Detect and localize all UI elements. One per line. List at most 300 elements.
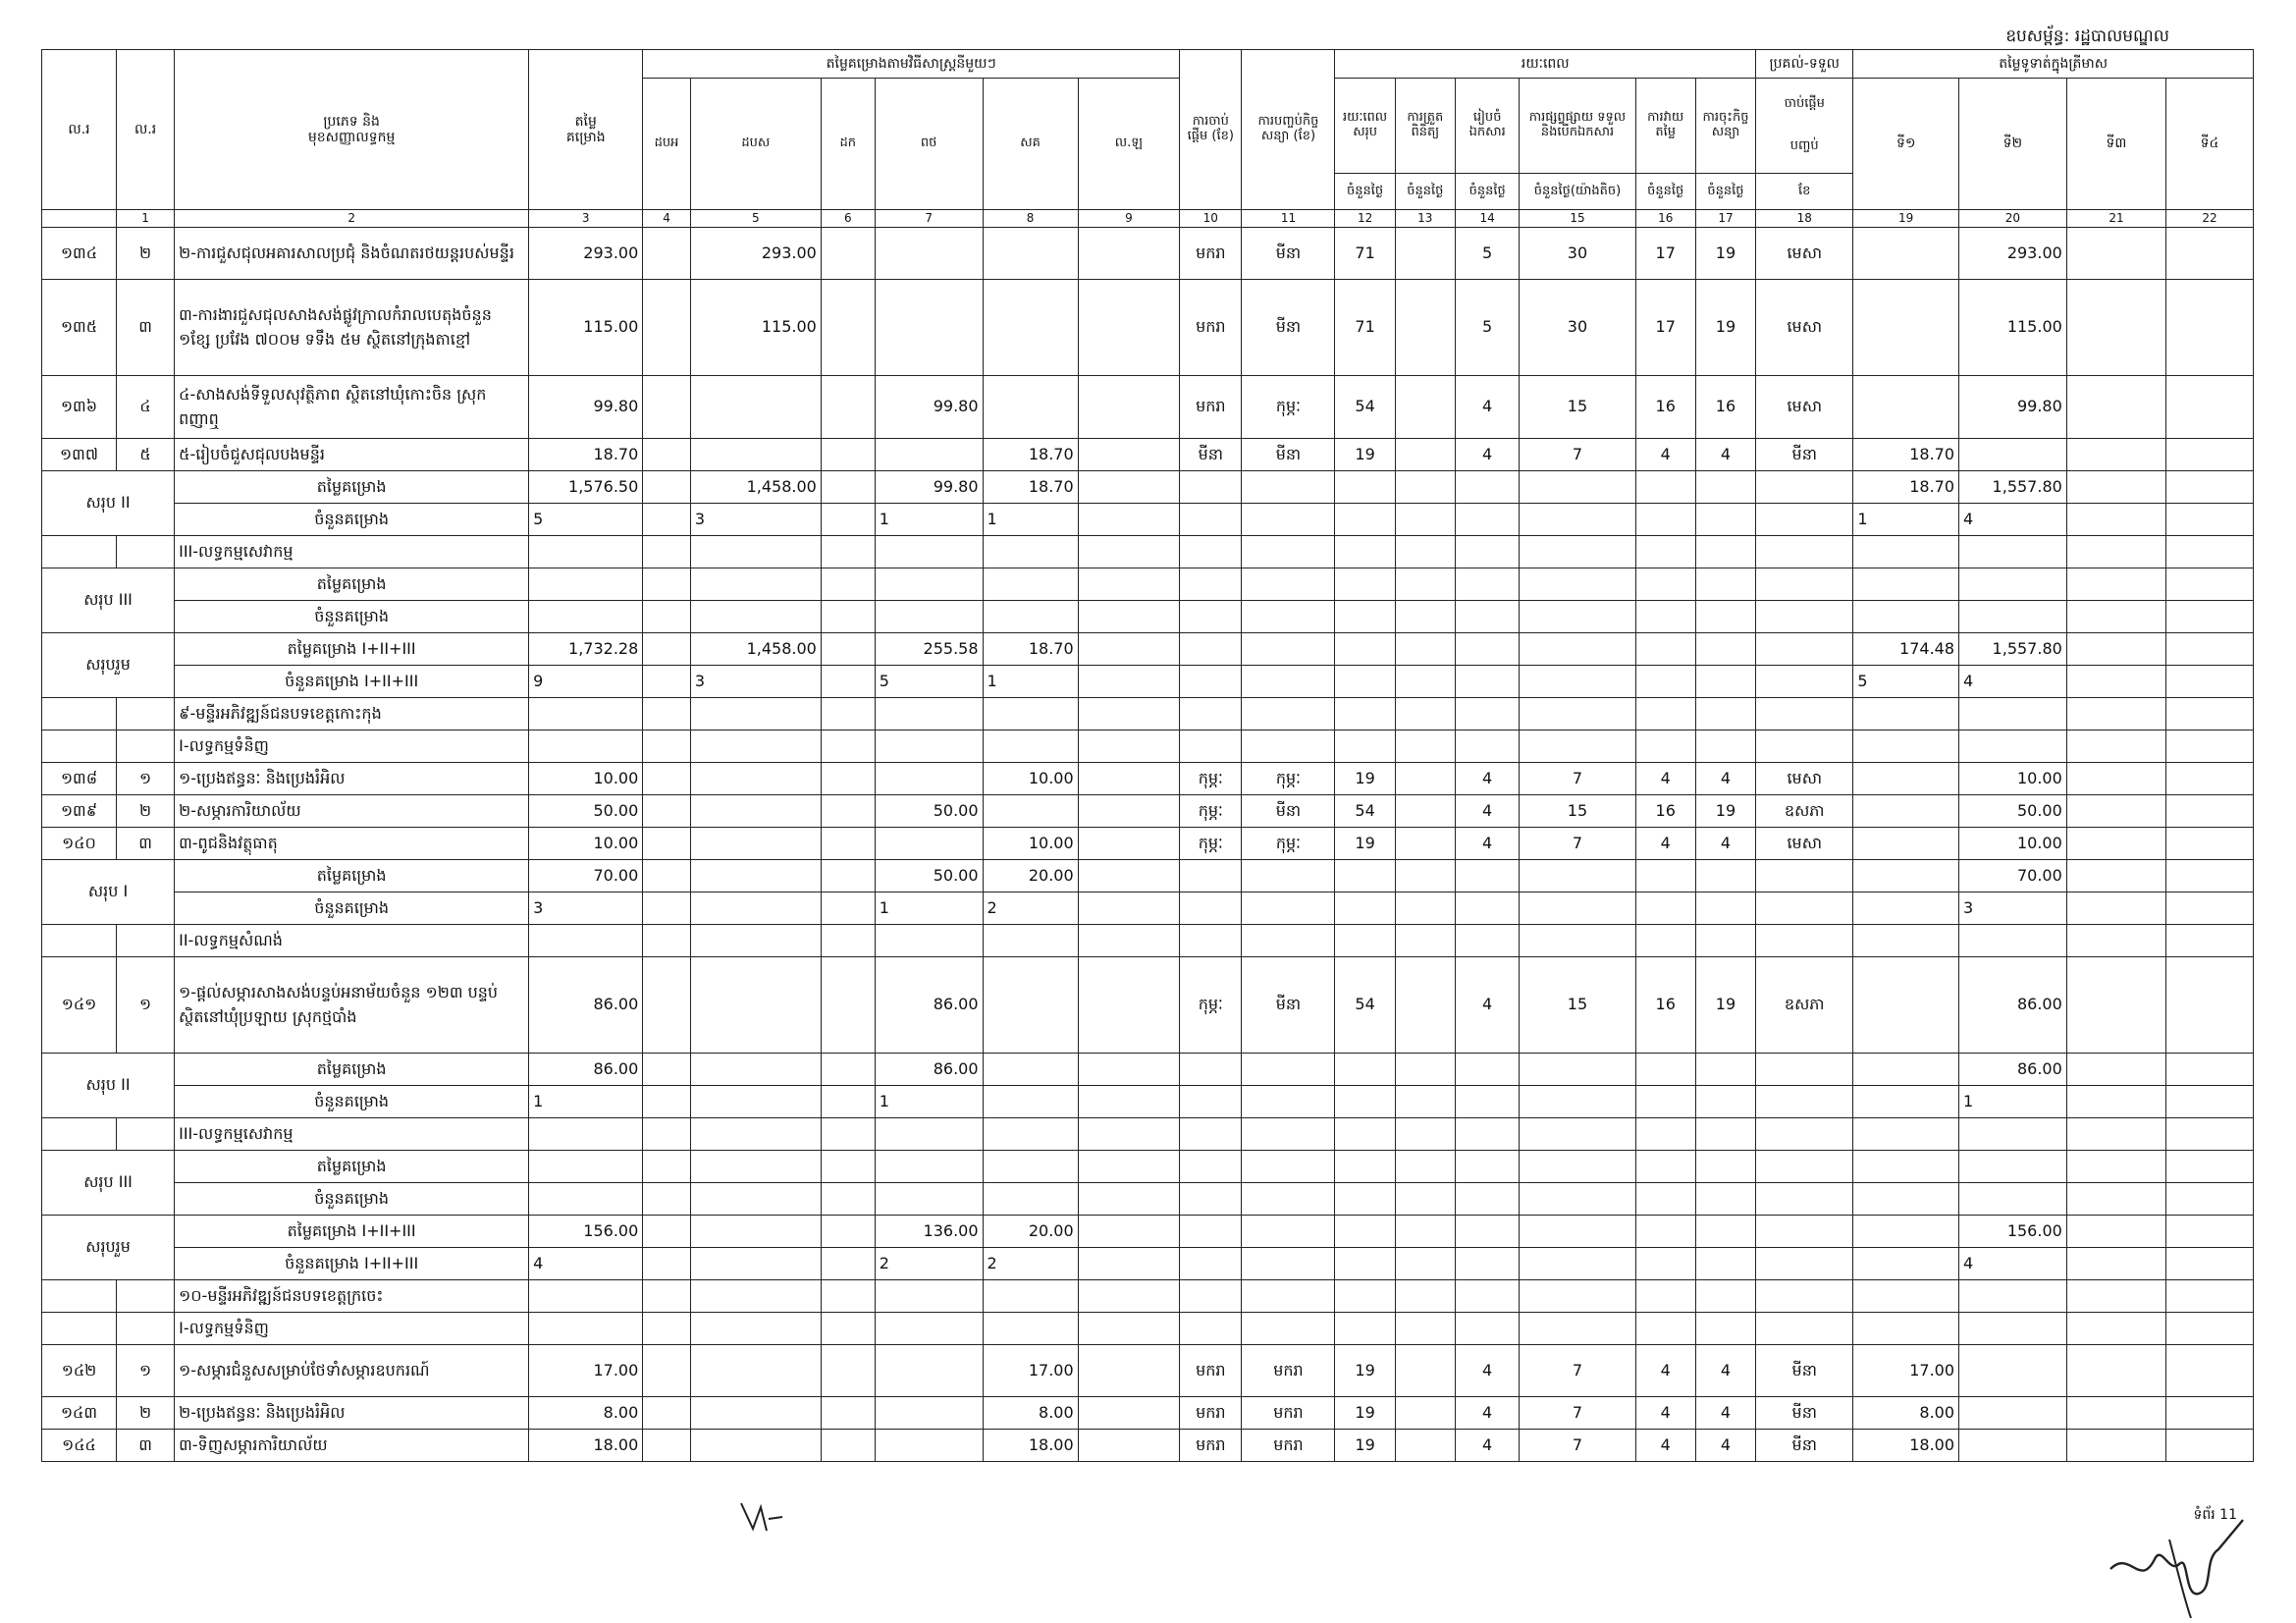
subtotal-count-q1: [1853, 1248, 1959, 1280]
row-t4: 7: [1520, 763, 1635, 795]
row-description: ៣-ការងារជួសជុលសាងសង់ផ្លូវក្រាលកំរាលបេតុងចំនួន ១ខ្សែ ប្រវែង ៧០០ម ទទឹង ៥ម ស្ថិតនៅក្រុងតាខ្មៅ: [175, 280, 529, 376]
subtotal-m2: [690, 568, 821, 601]
row-number: ១៤២: [42, 1345, 117, 1397]
row-description: ៣-ទិញសម្ភារការិយាល័យ: [175, 1430, 529, 1462]
subtotal-count-m3: [821, 893, 875, 925]
row-c18: ឧសភា: [1756, 795, 1853, 828]
subtotal-count-t1: [1335, 1248, 1395, 1280]
table-cell: [1335, 1280, 1395, 1313]
row-m5: [983, 957, 1078, 1054]
table-cell: [529, 698, 643, 730]
table-cell: [1335, 925, 1395, 957]
row-q2: 10.00: [1959, 828, 2067, 860]
subtotal-count-row: [42, 601, 2254, 633]
table-cell: [117, 925, 175, 957]
row-m1: [643, 763, 691, 795]
row-number: ១៣៧: [42, 439, 117, 471]
subtotal-m3: [821, 1151, 875, 1183]
table-cell: [1635, 1313, 1695, 1345]
row-t4: 30: [1520, 228, 1635, 280]
subtotal-count-t4: [1520, 504, 1635, 536]
row-t3: 5: [1455, 280, 1519, 376]
header-q4: ទី៤: [2166, 79, 2254, 210]
row-q4: [2166, 1430, 2254, 1462]
row-m6: [1078, 376, 1179, 439]
table-cell: [1395, 536, 1455, 568]
subtotal-count-value: [529, 1183, 643, 1216]
column-index-cell: 11: [1242, 210, 1335, 228]
subtotal-count-q2: 4: [1959, 666, 2067, 698]
row-subnumber: ១: [117, 957, 175, 1054]
subtotal-row: [42, 471, 2254, 504]
subtotal-q1: [1853, 568, 1959, 601]
row-value: 17.00: [529, 1345, 643, 1397]
subtotal-count-desc: ចំនួនគម្រោង: [175, 1086, 529, 1118]
row-m1: [643, 1345, 691, 1397]
row-subnumber: ៣: [117, 828, 175, 860]
table-cell: [117, 1313, 175, 1345]
subtotal-count-m1: [643, 601, 691, 633]
subtotal-count-c18: [1756, 1086, 1853, 1118]
row-t2: [1395, 228, 1455, 280]
subtotal-count-c11: [1242, 504, 1335, 536]
subtotal-count-q3: [2066, 1183, 2165, 1216]
subtotal-c11: [1242, 1054, 1335, 1086]
row-t3: 4: [1455, 957, 1519, 1054]
subtotal-count-row: [42, 1248, 2254, 1280]
initial-mark-icon: [733, 1489, 792, 1548]
row-m6: [1078, 228, 1179, 280]
row-q4: [2166, 828, 2254, 860]
subtotal-count-q2: 1: [1959, 1086, 2067, 1118]
subtotal-m1: [643, 568, 691, 601]
header-handover-sub: [1756, 79, 1853, 174]
table-cell: [2066, 925, 2165, 957]
table-cell: [1335, 536, 1395, 568]
subtotal-q4: [2166, 1216, 2254, 1248]
subtotal-m3: [821, 1216, 875, 1248]
row-q2: 115.00: [1959, 280, 2067, 376]
section-title: I-លទ្ធកម្មទំនិញ: [175, 1313, 529, 1345]
table-cell: [983, 1118, 1078, 1151]
table-cell: [1180, 698, 1242, 730]
row-number: ១៤៤: [42, 1430, 117, 1462]
subtotal-c11: [1242, 633, 1335, 666]
subtotal-m4: 136.00: [875, 1216, 983, 1248]
subtotal-row: [42, 1216, 2254, 1248]
subtotal-t6: [1695, 1054, 1755, 1086]
table-cell: [1395, 1280, 1455, 1313]
table-cell: [1078, 1118, 1179, 1151]
row-q1: 18.00: [1853, 1430, 1959, 1462]
subtotal-q4: [2166, 1054, 2254, 1086]
subtotal-count-m2: 3: [690, 504, 821, 536]
subtotal-count-c10: [1180, 893, 1242, 925]
header-t3: រៀបចំឯកសារ: [1455, 79, 1519, 174]
row-q2: 10.00: [1959, 763, 2067, 795]
header-unit-days-2: ចំនួនថ្ងៃ: [1395, 174, 1455, 210]
row-q4: [2166, 957, 2254, 1054]
subtotal-count-t5: [1635, 1086, 1695, 1118]
section-header-row: [42, 1313, 2254, 1345]
table-cell: [983, 925, 1078, 957]
subtotal-t1: [1335, 1151, 1395, 1183]
table-cell: [42, 1313, 117, 1345]
subtotal-count-t6: [1695, 504, 1755, 536]
subtotal-q2: 1,557.80: [1959, 633, 2067, 666]
row-t2: [1395, 957, 1455, 1054]
table-row: [42, 1345, 2254, 1397]
row-m4: 50.00: [875, 795, 983, 828]
subtotal-t4: [1520, 633, 1635, 666]
table-cell: [1635, 698, 1695, 730]
subtotal-t1: [1335, 1054, 1395, 1086]
subtotal-count-t3: [1455, 893, 1519, 925]
subtotal-count-t4: [1520, 1086, 1635, 1118]
subtotal-count-q1: [1853, 1086, 1959, 1118]
subtotal-c18: [1756, 1054, 1853, 1086]
column-index-cell: 14: [1455, 210, 1519, 228]
subtotal-count-q4: [2166, 893, 2254, 925]
subtotal-count-desc: ចំនួនគម្រោង I+II+III: [175, 666, 529, 698]
table-cell: [1635, 1280, 1695, 1313]
row-m1: [643, 1397, 691, 1430]
subtotal-q4: [2166, 471, 2254, 504]
subtotal-m2: [690, 860, 821, 893]
subtotal-count-m4: 1: [875, 504, 983, 536]
subtotal-q2: 70.00: [1959, 860, 2067, 893]
section-title: II-លទ្ធកម្មសំណង់: [175, 925, 529, 957]
row-t5: 4: [1635, 828, 1695, 860]
table-cell: [875, 730, 983, 763]
header-handover-start: ចាប់ផ្តើម: [1784, 96, 1825, 112]
subtotal-t1: [1335, 860, 1395, 893]
subtotal-t2: [1395, 1151, 1455, 1183]
table-cell: [2166, 925, 2254, 957]
subtotal-value: 1,732.28: [529, 633, 643, 666]
subtotal-m4: 86.00: [875, 1054, 983, 1086]
subtotal-count-desc: ចំនួនគម្រោង: [175, 1183, 529, 1216]
subtotal-m1: [643, 1151, 691, 1183]
subtotal-c18: [1756, 1151, 1853, 1183]
row-c11: មករា: [1242, 1345, 1335, 1397]
subtotal-c18: [1756, 471, 1853, 504]
row-q2: [1959, 1430, 2067, 1462]
column-index-cell: 5: [690, 210, 821, 228]
row-c18: មេសា: [1756, 376, 1853, 439]
column-index-cell: 13: [1395, 210, 1455, 228]
subtotal-count-c11: [1242, 666, 1335, 698]
row-q1: [1853, 280, 1959, 376]
row-t5: 4: [1635, 1397, 1695, 1430]
row-c10: មករា: [1180, 376, 1242, 439]
row-t6: 4: [1695, 1345, 1755, 1397]
column-index-cell: 12: [1335, 210, 1395, 228]
subtotal-count-c18: [1756, 893, 1853, 925]
subtotal-count-m6: [1078, 893, 1179, 925]
subtotal-desc: តម្លៃគម្រោង: [175, 568, 529, 601]
row-q3: [2066, 376, 2165, 439]
subtotal-m5: [983, 568, 1078, 601]
subtotal-t1: [1335, 1216, 1395, 1248]
row-m2: [690, 1345, 821, 1397]
row-t4: 30: [1520, 280, 1635, 376]
subtotal-m5: 20.00: [983, 1216, 1078, 1248]
table-cell: [983, 1313, 1078, 1345]
table-cell: [2166, 1313, 2254, 1345]
subtotal-count-c10: [1180, 1086, 1242, 1118]
row-t1: 19: [1335, 1430, 1395, 1462]
table-cell: [42, 1280, 117, 1313]
subtotal-t3: [1455, 1054, 1519, 1086]
table-cell: [1180, 536, 1242, 568]
table-cell: [2066, 730, 2165, 763]
row-value: 115.00: [529, 280, 643, 376]
row-m2: [690, 828, 821, 860]
subtotal-desc: តម្លៃគម្រោង: [175, 1151, 529, 1183]
subtotal-m6: [1078, 1151, 1179, 1183]
subtotal-q2: 1,557.80: [1959, 471, 2067, 504]
subtotal-m4: [875, 1151, 983, 1183]
header-unit-days-5: ចំនួនថ្ងៃ: [1635, 174, 1695, 210]
subtotal-m1: [643, 471, 691, 504]
section-title: ១០-មន្ទីរអភិវឌ្ឍន៍ជនបទខេត្តក្រចេះ: [175, 1280, 529, 1313]
row-c18: មេសា: [1756, 763, 1853, 795]
table-cell: [1520, 536, 1635, 568]
table-cell: [1756, 925, 1853, 957]
row-m2: [690, 439, 821, 471]
table-cell: [117, 698, 175, 730]
row-value: 18.70: [529, 439, 643, 471]
subtotal-m4: 50.00: [875, 860, 983, 893]
subtotal-count-t2: [1395, 893, 1455, 925]
row-c10: មករា: [1180, 1397, 1242, 1430]
row-t4: 15: [1520, 376, 1635, 439]
row-t3: 4: [1455, 763, 1519, 795]
table-cell: [529, 536, 643, 568]
subtotal-q3: [2066, 633, 2165, 666]
table-cell: [1635, 1118, 1695, 1151]
row-t3: 4: [1455, 1430, 1519, 1462]
table-cell: [1335, 730, 1395, 763]
row-description: ៣-ពូជនិងវត្ថុធាតុ: [175, 828, 529, 860]
subtotal-count-m2: 3: [690, 666, 821, 698]
subtotal-t4: [1520, 1054, 1635, 1086]
table-cell: [42, 536, 117, 568]
table-cell: [1520, 730, 1635, 763]
table-cell: [690, 536, 821, 568]
subtotal-count-q2: 3: [1959, 893, 2067, 925]
row-m5: [983, 280, 1078, 376]
subtotal-m6: [1078, 471, 1179, 504]
header-value-line1: តម្លៃ: [574, 113, 597, 130]
row-description: ២-សម្ភារការិយាល័យ: [175, 795, 529, 828]
row-t6: 19: [1695, 795, 1755, 828]
row-t3: 4: [1455, 795, 1519, 828]
subtotal-count-t6: [1695, 601, 1755, 633]
subtotal-m5: [983, 1151, 1078, 1183]
subtotal-count-t1: [1335, 1183, 1395, 1216]
row-m3: [821, 795, 875, 828]
subtotal-q2: 156.00: [1959, 1216, 2067, 1248]
table-cell: [42, 698, 117, 730]
table-cell: [1242, 1118, 1335, 1151]
subtotal-count-m1: [643, 1248, 691, 1280]
row-m4: 86.00: [875, 957, 983, 1054]
row-m6: [1078, 828, 1179, 860]
row-m5: 10.00: [983, 828, 1078, 860]
row-c18: មីនា: [1756, 1345, 1853, 1397]
subtotal-count-desc: ចំនួនគម្រោង: [175, 893, 529, 925]
subtotal-count-t4: [1520, 601, 1635, 633]
row-m5: 17.00: [983, 1345, 1078, 1397]
row-t1: 19: [1335, 1397, 1395, 1430]
subtotal-count-desc: ចំនួនគម្រោង: [175, 504, 529, 536]
row-description: ២-ការជួសជុលអគារសាលប្រជុំ និងចំណតរថយន្តរបស់មន្ទីរ: [175, 228, 529, 280]
subtotal-count-q2: 4: [1959, 1248, 2067, 1280]
table-cell: [1695, 1118, 1755, 1151]
table-row: [42, 828, 2254, 860]
subtotal-count-q2: 4: [1959, 504, 2067, 536]
row-m5: 8.00: [983, 1397, 1078, 1430]
subtotal-value: [529, 1151, 643, 1183]
subtotal-count-value: 1: [529, 1086, 643, 1118]
row-t1: 71: [1335, 228, 1395, 280]
table-cell: [643, 1118, 691, 1151]
row-m5: 10.00: [983, 763, 1078, 795]
row-m3: [821, 280, 875, 376]
header-m2: ដបស: [690, 79, 821, 210]
table-cell: [983, 698, 1078, 730]
subtotal-m4: 99.80: [875, 471, 983, 504]
table-cell: [1395, 925, 1455, 957]
table-cell: [821, 925, 875, 957]
table-cell: [1395, 1118, 1455, 1151]
subtotal-c11: [1242, 471, 1335, 504]
subtotal-c11: [1242, 1216, 1335, 1248]
table-cell: [1455, 925, 1519, 957]
row-m5: 18.00: [983, 1430, 1078, 1462]
row-c18: មីនា: [1756, 1430, 1853, 1462]
row-c18: មីនា: [1756, 439, 1853, 471]
header-unit-days-1: ចំនួនថ្ងៃ: [1335, 174, 1395, 210]
subtotal-label: សរុប III: [42, 568, 175, 633]
subtotal-q2: [1959, 568, 2067, 601]
corner-note: ឧបសម្ព័ន្ធ: រដ្ឋបាលមណ្ឌល: [2005, 27, 2169, 46]
subtotal-count-q1: 1: [1853, 504, 1959, 536]
table-row: [42, 957, 2254, 1054]
row-m4: [875, 828, 983, 860]
row-q1: [1853, 228, 1959, 280]
subtotal-count-t3: [1455, 1183, 1519, 1216]
subtotal-c10: [1180, 860, 1242, 893]
header-t1: រយៈពេលសរុប: [1335, 79, 1395, 174]
table-cell: [1695, 1313, 1755, 1345]
header-group-method: តម្លៃគម្រោងតាមវិធីសាស្ត្រនីមួយៗ: [643, 50, 1180, 79]
table-cell: [2166, 1118, 2254, 1151]
subtotal-count-q4: [2166, 601, 2254, 633]
table-cell: [1180, 1313, 1242, 1345]
procurement-table: [41, 49, 2254, 1462]
section-title: ៩-មន្ទីរអភិវឌ្ឍន៍ជនបទខេត្តកោះកុង: [175, 698, 529, 730]
table-cell: [1180, 925, 1242, 957]
row-c18: មេសា: [1756, 280, 1853, 376]
table-cell: [117, 1118, 175, 1151]
subtotal-c10: [1180, 1216, 1242, 1248]
subtotal-t6: [1695, 568, 1755, 601]
header-m4: ពថ: [875, 79, 983, 210]
table-cell: [1756, 536, 1853, 568]
table-cell: [875, 698, 983, 730]
row-t4: 7: [1520, 1430, 1635, 1462]
subtotal-c11: [1242, 1151, 1335, 1183]
subtotal-count-c18: [1756, 504, 1853, 536]
table-cell: [1959, 1118, 2067, 1151]
subtotal-count-t5: [1635, 1183, 1695, 1216]
subtotal-count-q4: [2166, 1248, 2254, 1280]
column-index-cell: 16: [1635, 210, 1695, 228]
subtotal-t3: [1455, 1151, 1519, 1183]
subtotal-count-t3: [1455, 601, 1519, 633]
header-value: [529, 50, 643, 210]
subtotal-count-m1: [643, 893, 691, 925]
row-t6: 4: [1695, 1430, 1755, 1462]
table-cell: [1635, 730, 1695, 763]
row-t2: [1395, 1345, 1455, 1397]
subtotal-t6: [1695, 633, 1755, 666]
row-m3: [821, 1430, 875, 1462]
subtotal-count-m1: [643, 666, 691, 698]
table-row: [42, 376, 2254, 439]
subtotal-value: 70.00: [529, 860, 643, 893]
row-t5: 4: [1635, 439, 1695, 471]
subtotal-count-value: [529, 601, 643, 633]
row-q2: [1959, 439, 2067, 471]
subtotal-m3: [821, 471, 875, 504]
subtotal-count-c11: [1242, 1248, 1335, 1280]
table-cell: [1853, 1280, 1959, 1313]
subtotal-label: សរុបរួម: [42, 1216, 175, 1280]
table-cell: [2066, 536, 2165, 568]
subtotal-c10: [1180, 1054, 1242, 1086]
subtotal-t3: [1455, 1216, 1519, 1248]
row-t2: [1395, 280, 1455, 376]
table-cell: [875, 925, 983, 957]
table-cell: [875, 1280, 983, 1313]
table-cell: [117, 1280, 175, 1313]
table-cell: [690, 1313, 821, 1345]
subtotal-count-m1: [643, 1086, 691, 1118]
table-row: [42, 763, 2254, 795]
row-subnumber: ៣: [117, 280, 175, 376]
table-cell: [1695, 698, 1755, 730]
table-cell: [1078, 698, 1179, 730]
subtotal-desc: តម្លៃគម្រោង I+II+III: [175, 633, 529, 666]
row-m4: [875, 1397, 983, 1430]
table-cell: [1455, 1118, 1519, 1151]
row-m2: [690, 795, 821, 828]
subtotal-count-m2: [690, 601, 821, 633]
row-value: 86.00: [529, 957, 643, 1054]
row-subnumber: ១: [117, 763, 175, 795]
row-q1: 18.70: [1853, 439, 1959, 471]
subtotal-m6: [1078, 1216, 1179, 1248]
table-cell: [1853, 1118, 1959, 1151]
subtotal-t6: [1695, 1216, 1755, 1248]
row-t3: 4: [1455, 376, 1519, 439]
subtotal-count-q4: [2166, 1086, 2254, 1118]
subtotal-t5: [1635, 1151, 1695, 1183]
